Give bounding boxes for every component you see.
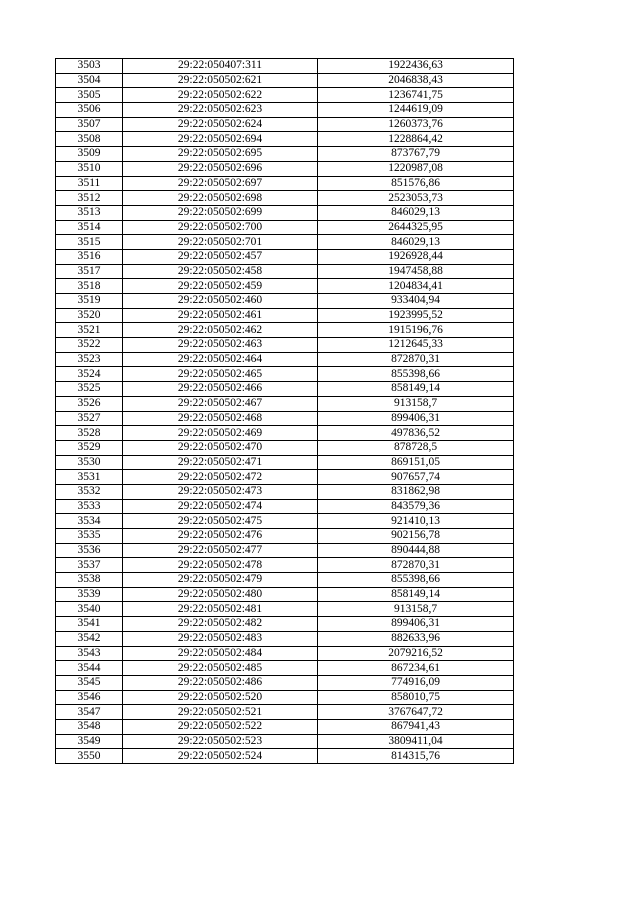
table-row [56,529,514,544]
value-cell: 497836,52 [318,426,514,441]
cadastral-number-cell: 29:22:050502:477 [123,543,318,558]
cadastral-number-cell: 29:22:050502:484 [123,646,318,661]
table-row [56,279,514,294]
cadastral-number-cell: 29:22:050502:470 [123,440,318,455]
cadastral-number-cell: 29:22:050502:624 [123,117,318,132]
cadastral-number-cell: 29:22:050502:474 [123,499,318,514]
row-number-cell: 3511 [56,176,123,191]
cadastral-number-cell: 29:22:050502:467 [123,396,318,411]
cadastral-number-cell: 29:22:050502:475 [123,514,318,529]
row-number-cell: 3533 [56,499,123,514]
table-row [56,352,514,367]
table-row [56,88,514,103]
table-row [56,499,514,514]
value-cell: 899406,31 [318,617,514,632]
value-cell: 1926928,44 [318,249,514,264]
row-number-cell: 3505 [56,88,123,103]
value-cell: 1228864,42 [318,132,514,147]
cadastral-number-cell: 29:22:050502:457 [123,249,318,264]
cadastral-number-cell: 29:22:050502:695 [123,147,318,162]
row-number-cell: 3538 [56,573,123,588]
table-row [56,631,514,646]
table-row [56,147,514,162]
cadastral-number-cell: 29:22:050502:466 [123,382,318,397]
value-cell: 1947458,88 [318,264,514,279]
row-number-cell: 3518 [56,279,123,294]
row-number-cell: 3506 [56,103,123,118]
value-cell: 899406,31 [318,411,514,426]
table-row [56,323,514,338]
table-row [56,73,514,88]
cadastral-number-cell: 29:22:050502:485 [123,661,318,676]
row-number-cell: 3530 [56,455,123,470]
value-cell: 1220987,08 [318,161,514,176]
table-row [56,602,514,617]
value-cell: 2644325,95 [318,220,514,235]
row-number-cell: 3546 [56,690,123,705]
table-row [56,558,514,573]
table-body [56,59,514,764]
row-number-cell: 3540 [56,602,123,617]
value-cell: 855398,66 [318,573,514,588]
cadastral-number-cell: 29:22:050502:483 [123,631,318,646]
value-cell: 882633,96 [318,631,514,646]
value-cell: 1915196,76 [318,323,514,338]
cadastral-number-cell: 29:22:050502:462 [123,323,318,338]
table-row [56,117,514,132]
value-cell: 858149,14 [318,587,514,602]
value-cell: 913158,7 [318,602,514,617]
cadastral-number-cell: 29:22:050502:481 [123,602,318,617]
value-cell: 846029,13 [318,235,514,250]
value-cell: 843579,36 [318,499,514,514]
row-number-cell: 3531 [56,470,123,485]
value-cell: 774916,09 [318,675,514,690]
table-row [56,59,514,74]
value-cell: 858010,75 [318,690,514,705]
row-number-cell: 3544 [56,661,123,676]
value-cell: 846029,13 [318,205,514,220]
cadastral-number-cell: 29:22:050502:622 [123,88,318,103]
value-cell: 933404,94 [318,294,514,309]
row-number-cell: 3510 [56,161,123,176]
row-number-cell: 3515 [56,235,123,250]
table-row [56,367,514,382]
table-row [56,426,514,441]
cadastral-number-cell: 29:22:050502:478 [123,558,318,573]
value-cell: 867941,43 [318,719,514,734]
row-number-cell: 3541 [56,617,123,632]
cadastral-number-cell: 29:22:050502:698 [123,191,318,206]
row-number-cell: 3529 [56,440,123,455]
value-cell: 1236741,75 [318,88,514,103]
value-cell: 1923995,52 [318,308,514,323]
cadastral-number-cell: 29:22:050502:480 [123,587,318,602]
cadastral-number-cell: 29:22:050502:482 [123,617,318,632]
row-number-cell: 3503 [56,59,123,74]
row-number-cell: 3528 [56,426,123,441]
row-number-cell: 3516 [56,249,123,264]
table-row [56,235,514,250]
cadastral-number-cell: 29:22:050502:460 [123,294,318,309]
value-cell: 1212645,33 [318,338,514,353]
cadastral-number-cell: 29:22:050502:459 [123,279,318,294]
row-number-cell: 3523 [56,352,123,367]
cadastral-number-cell: 29:22:050502:694 [123,132,318,147]
table-row [56,161,514,176]
value-cell: 2523053,73 [318,191,514,206]
value-cell: 1922436,63 [318,59,514,74]
row-number-cell: 3536 [56,543,123,558]
row-number-cell: 3548 [56,719,123,734]
row-number-cell: 3535 [56,529,123,544]
cadastral-number-cell: 29:22:050502:469 [123,426,318,441]
table-row [56,294,514,309]
value-cell: 872870,31 [318,558,514,573]
cadastral-number-cell: 29:22:050502:476 [123,529,318,544]
table-row [56,220,514,235]
cadastral-number-cell: 29:22:050502:701 [123,235,318,250]
table-row [56,440,514,455]
value-cell: 921410,13 [318,514,514,529]
value-cell: 3809411,04 [318,734,514,749]
table-row [56,382,514,397]
row-number-cell: 3549 [56,734,123,749]
value-cell: 872870,31 [318,352,514,367]
table-row [56,470,514,485]
table-row [56,132,514,147]
data-table [55,58,514,764]
table-row [56,734,514,749]
row-number-cell: 3527 [56,411,123,426]
table-row [56,103,514,118]
table-row [56,338,514,353]
row-number-cell: 3547 [56,705,123,720]
table-row [56,749,514,764]
row-number-cell: 3545 [56,675,123,690]
cadastral-number-cell: 29:22:050502:468 [123,411,318,426]
row-number-cell: 3522 [56,338,123,353]
table-row [56,249,514,264]
value-cell: 851576,86 [318,176,514,191]
cadastral-number-cell: 29:22:050502:700 [123,220,318,235]
cadastral-number-cell: 29:22:050502:464 [123,352,318,367]
value-cell: 855398,66 [318,367,514,382]
table-row [56,587,514,602]
value-cell: 873767,79 [318,147,514,162]
row-number-cell: 3509 [56,147,123,162]
cadastral-number-cell: 29:22:050502:465 [123,367,318,382]
cadastral-number-cell: 29:22:050502:461 [123,308,318,323]
table-row [56,646,514,661]
value-cell: 867234,61 [318,661,514,676]
value-cell: 913158,7 [318,396,514,411]
cadastral-number-cell: 29:22:050502:471 [123,455,318,470]
row-number-cell: 3539 [56,587,123,602]
cadastral-number-cell: 29:22:050502:697 [123,176,318,191]
table-row [56,675,514,690]
row-number-cell: 3507 [56,117,123,132]
cadastral-number-cell: 29:22:050502:523 [123,734,318,749]
cadastral-number-cell: 29:22:050502:473 [123,484,318,499]
row-number-cell: 3514 [56,220,123,235]
value-cell: 878728,5 [318,440,514,455]
value-cell: 831862,98 [318,484,514,499]
table-row [56,176,514,191]
cadastral-number-cell: 29:22:050502:524 [123,749,318,764]
table-row [56,690,514,705]
cadastral-number-cell: 29:22:050502:520 [123,690,318,705]
row-number-cell: 3513 [56,205,123,220]
cadastral-number-cell: 29:22:050502:521 [123,705,318,720]
row-number-cell: 3543 [56,646,123,661]
row-number-cell: 3508 [56,132,123,147]
table-row [56,396,514,411]
row-number-cell: 3537 [56,558,123,573]
cadastral-number-cell: 29:22:050502:458 [123,264,318,279]
row-number-cell: 3542 [56,631,123,646]
row-number-cell: 3512 [56,191,123,206]
row-number-cell: 3524 [56,367,123,382]
table-row [56,411,514,426]
cadastral-number-cell: 29:22:050502:699 [123,205,318,220]
table-row [56,455,514,470]
table-row [56,543,514,558]
value-cell: 890444,88 [318,543,514,558]
cadastral-number-cell: 29:22:050502:696 [123,161,318,176]
value-cell: 1204834,41 [318,279,514,294]
row-number-cell: 3504 [56,73,123,88]
cadastral-number-cell: 29:22:050502:486 [123,675,318,690]
row-number-cell: 3525 [56,382,123,397]
row-number-cell: 3550 [56,749,123,764]
value-cell: 814315,76 [318,749,514,764]
value-cell: 869151,05 [318,455,514,470]
value-cell: 907657,74 [318,470,514,485]
row-number-cell: 3519 [56,294,123,309]
value-cell: 2079216,52 [318,646,514,661]
table-row [56,617,514,632]
table-row [56,705,514,720]
row-number-cell: 3532 [56,484,123,499]
row-number-cell: 3526 [56,396,123,411]
cadastral-number-cell: 29:22:050502:463 [123,338,318,353]
table-row [56,719,514,734]
value-cell: 2046838,43 [318,73,514,88]
table-row [56,573,514,588]
row-number-cell: 3517 [56,264,123,279]
value-cell: 3767647,72 [318,705,514,720]
table-row [56,308,514,323]
table-row [56,264,514,279]
value-cell: 1244619,09 [318,103,514,118]
cadastral-number-cell: 29:22:050502:479 [123,573,318,588]
table-row [56,514,514,529]
row-number-cell: 3520 [56,308,123,323]
value-cell: 1260373,76 [318,117,514,132]
cadastral-number-cell: 29:22:050407:311 [123,59,318,74]
table-row [56,205,514,220]
table-row [56,191,514,206]
cadastral-number-cell: 29:22:050502:472 [123,470,318,485]
table-row [56,661,514,676]
table-row [56,484,514,499]
value-cell: 858149,14 [318,382,514,397]
cadastral-number-cell: 29:22:050502:621 [123,73,318,88]
cadastral-number-cell: 29:22:050502:522 [123,719,318,734]
row-number-cell: 3521 [56,323,123,338]
cadastral-number-cell: 29:22:050502:623 [123,103,318,118]
value-cell: 902156,78 [318,529,514,544]
row-number-cell: 3534 [56,514,123,529]
